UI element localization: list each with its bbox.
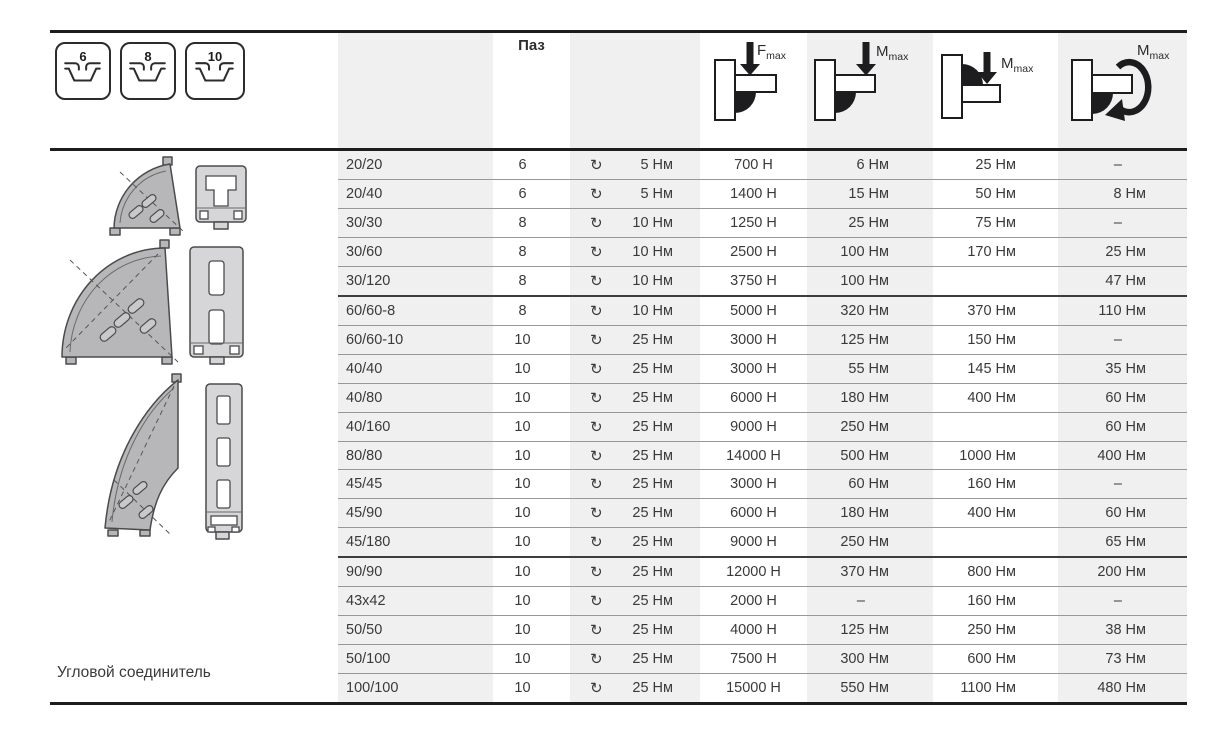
corner-connector-drawings bbox=[50, 150, 338, 570]
groove-size-label: 8 bbox=[144, 49, 152, 64]
cell-fmax: 700 Н bbox=[734, 156, 773, 173]
cell-m3: 47 Нм bbox=[1058, 267, 1187, 295]
torque-value: 5 Нм bbox=[640, 185, 673, 202]
cell-size: 40/40 bbox=[338, 355, 493, 383]
cell-fmax: 12000 Н bbox=[726, 564, 781, 581]
cell-m3: 110 Нм bbox=[1058, 297, 1187, 325]
torque-value: 25 Нм bbox=[632, 564, 673, 581]
cell-groove: 10 bbox=[514, 331, 531, 348]
cell-torque bbox=[570, 528, 700, 556]
table-row bbox=[338, 179, 1187, 208]
cell-size: 45/45 bbox=[338, 470, 493, 498]
cell-m2: 145 Нм bbox=[967, 360, 1016, 377]
torque-value: 25 Нм bbox=[632, 651, 673, 668]
cell-m1: 500 Нм bbox=[807, 442, 933, 470]
cell-m2: 160 Нм bbox=[967, 593, 1016, 610]
cell-torque bbox=[570, 616, 700, 644]
mmax-label-2 bbox=[1001, 55, 1033, 75]
table-row bbox=[338, 354, 1187, 383]
cell-torque bbox=[570, 180, 700, 208]
cell-fmax: 1400 Н bbox=[730, 185, 777, 202]
cell-size: 60/60-8 bbox=[338, 297, 493, 325]
cell-fmax: 6000 Н bbox=[730, 389, 777, 406]
cell-fmax: 9000 Н bbox=[730, 534, 777, 551]
cell-torque bbox=[570, 238, 700, 266]
cell-groove: 10 bbox=[514, 418, 531, 435]
torque-rotation-icon: ↻ bbox=[590, 592, 603, 611]
torque-rotation-icon: ↻ bbox=[590, 213, 603, 232]
cell-m3: 60 Нм bbox=[1058, 384, 1187, 412]
moment-sub: max bbox=[888, 51, 909, 63]
table-row bbox=[338, 325, 1187, 354]
cell-m1: 100 Нм bbox=[807, 238, 933, 266]
cell-size: 80/80 bbox=[338, 442, 493, 470]
cell-groove: 10 bbox=[514, 360, 531, 377]
groove-profile-10-icon bbox=[185, 42, 245, 100]
cell-groove: 10 bbox=[514, 680, 531, 697]
torque-value: 25 Нм bbox=[632, 447, 673, 464]
cell-m1: 55 Нм bbox=[807, 355, 933, 383]
cell-torque bbox=[570, 470, 700, 498]
cell-size: 50/100 bbox=[338, 645, 493, 673]
moment-sub: max bbox=[1149, 50, 1170, 62]
cell-groove: 8 bbox=[518, 243, 527, 260]
product-name-label: Угловой соединитель bbox=[57, 664, 211, 681]
cell-fmax: 3000 Н bbox=[730, 360, 777, 377]
cell-m1: 320 Нм bbox=[807, 297, 933, 325]
cell-m1: 550 Нм bbox=[807, 674, 933, 702]
cell-m3: 25 Нм bbox=[1058, 238, 1187, 266]
cell-m2: 75 Нм bbox=[975, 214, 1016, 231]
cell-groove: 10 bbox=[514, 593, 531, 610]
cell-m1: 180 Нм bbox=[807, 499, 933, 527]
torque-value: 10 Нм bbox=[632, 302, 673, 319]
cell-groove: 10 bbox=[514, 534, 531, 551]
force-symbol: F bbox=[757, 42, 767, 59]
cell-m3: 8 Нм bbox=[1058, 180, 1187, 208]
cell-fmax: 2500 Н bbox=[730, 243, 777, 260]
cell-m3: – bbox=[1058, 151, 1187, 179]
cell-m2: 160 Нм bbox=[967, 476, 1016, 493]
table-row bbox=[338, 266, 1187, 295]
torque-value: 25 Нм bbox=[632, 418, 673, 435]
table-row bbox=[338, 615, 1187, 644]
cell-m3: 38 Нм bbox=[1058, 616, 1187, 644]
mmax-bending-load-icon bbox=[807, 33, 933, 148]
cell-fmax: 15000 Н bbox=[726, 680, 781, 697]
cell-fmax: 3750 Н bbox=[730, 272, 777, 289]
cell-size: 45/90 bbox=[338, 499, 493, 527]
cell-size: 40/80 bbox=[338, 384, 493, 412]
product-drawing-small bbox=[110, 157, 246, 235]
cell-m2: 800 Нм bbox=[967, 564, 1016, 581]
mmax-top-load-icon bbox=[933, 33, 1058, 148]
cell-groove: 10 bbox=[514, 447, 531, 464]
cell-m1: 6 Нм bbox=[807, 151, 933, 179]
cell-m2: 170 Нм bbox=[967, 243, 1016, 260]
cell-m1: 125 Нм bbox=[807, 326, 933, 354]
fmax-label bbox=[757, 42, 786, 62]
table-row bbox=[338, 295, 1187, 325]
torque-value: 25 Нм bbox=[632, 534, 673, 551]
torque-value: 10 Нм bbox=[632, 214, 673, 231]
cell-size: 50/50 bbox=[338, 616, 493, 644]
cell-groove: 10 bbox=[514, 564, 531, 581]
torque-rotation-icon: ↻ bbox=[590, 271, 603, 290]
torque-rotation-icon: ↻ bbox=[590, 301, 603, 320]
header-shade-size bbox=[338, 33, 493, 148]
cell-m2 bbox=[933, 267, 1058, 295]
cell-m3: 35 Нм bbox=[1058, 355, 1187, 383]
cell-torque bbox=[570, 645, 700, 673]
cell-groove: 6 bbox=[518, 156, 527, 173]
cell-m2 bbox=[933, 413, 1058, 441]
moment-symbol: M bbox=[1137, 42, 1150, 59]
torque-value: 25 Нм bbox=[632, 331, 673, 348]
cell-torque bbox=[570, 326, 700, 354]
cell-m3: 400 Нм bbox=[1058, 442, 1187, 470]
table-row bbox=[338, 527, 1187, 556]
torque-rotation-icon: ↻ bbox=[590, 155, 603, 174]
cell-groove: 10 bbox=[514, 505, 531, 522]
cell-m1: 250 Нм bbox=[807, 528, 933, 556]
cell-torque bbox=[570, 209, 700, 237]
cell-m3: – bbox=[1058, 326, 1187, 354]
table-row bbox=[338, 586, 1187, 615]
cell-fmax: 3000 Н bbox=[730, 476, 777, 493]
cell-fmax: 4000 Н bbox=[730, 622, 777, 639]
table-row bbox=[338, 644, 1187, 673]
groove-size-label: 6 bbox=[79, 49, 87, 64]
cell-size: 43x42 bbox=[338, 587, 493, 615]
cell-torque bbox=[570, 587, 700, 615]
torque-rotation-icon: ↻ bbox=[590, 475, 603, 494]
torque-rotation-icon: ↻ bbox=[590, 359, 603, 378]
cell-groove: 8 bbox=[518, 302, 527, 319]
cell-size: 30/30 bbox=[338, 209, 493, 237]
cell-torque bbox=[570, 384, 700, 412]
table-row bbox=[338, 673, 1187, 702]
cell-m3: 480 Нм bbox=[1058, 674, 1187, 702]
cell-fmax: 6000 Н bbox=[730, 505, 777, 522]
torque-rotation-icon: ↻ bbox=[590, 446, 603, 465]
header-shade-torque bbox=[570, 33, 700, 148]
cell-torque bbox=[570, 297, 700, 325]
groove-profile-6-icon bbox=[55, 42, 111, 100]
cell-m1: – bbox=[807, 587, 933, 615]
cell-m2: 600 Нм bbox=[967, 651, 1016, 668]
torque-rotation-icon: ↻ bbox=[590, 330, 603, 349]
torque-rotation-icon: ↻ bbox=[590, 533, 603, 552]
torque-rotation-icon: ↻ bbox=[590, 417, 603, 436]
cell-m1: 15 Нм bbox=[807, 180, 933, 208]
torque-rotation-icon: ↻ bbox=[590, 621, 603, 640]
table-row bbox=[338, 556, 1187, 586]
cell-m2: 1000 Нм bbox=[959, 447, 1016, 464]
cell-m2: 1100 Нм bbox=[960, 680, 1016, 697]
cell-size: 20/40 bbox=[338, 180, 493, 208]
cell-groove: 6 bbox=[518, 185, 527, 202]
cell-m1: 180 Нм bbox=[807, 384, 933, 412]
cell-torque bbox=[570, 674, 700, 702]
cell-m3: – bbox=[1058, 587, 1187, 615]
torque-value: 25 Нм bbox=[632, 680, 673, 697]
moment-sub: max bbox=[1013, 63, 1034, 75]
cell-m2: 50 Нм bbox=[975, 185, 1016, 202]
cell-m3: 65 Нм bbox=[1058, 528, 1187, 556]
table-row bbox=[338, 208, 1187, 237]
groove-column-header: Паз bbox=[518, 37, 545, 54]
torque-value: 5 Нм bbox=[640, 156, 673, 173]
table-row bbox=[338, 151, 1187, 179]
cell-torque bbox=[570, 499, 700, 527]
moment-symbol: M bbox=[876, 43, 889, 60]
cell-m2: 150 Нм bbox=[967, 331, 1016, 348]
force-sub: max bbox=[766, 50, 787, 62]
cell-groove: 8 bbox=[518, 214, 527, 231]
cell-m1: 250 Нм bbox=[807, 413, 933, 441]
cell-m2 bbox=[933, 528, 1058, 556]
cell-fmax: 9000 Н bbox=[730, 418, 777, 435]
table-row bbox=[338, 383, 1187, 412]
cell-torque bbox=[570, 151, 700, 179]
cell-m1: 300 Нм bbox=[807, 645, 933, 673]
torque-value: 25 Нм bbox=[632, 360, 673, 377]
torque-value: 25 Нм bbox=[632, 476, 673, 493]
cell-m2: 370 Нм bbox=[967, 302, 1016, 319]
cell-fmax: 3000 Н bbox=[730, 331, 777, 348]
table-row bbox=[338, 412, 1187, 441]
cell-groove: 10 bbox=[514, 622, 531, 639]
cell-m1: 25 Нм bbox=[807, 209, 933, 237]
torque-rotation-icon: ↻ bbox=[590, 563, 603, 582]
cell-m1: 370 Нм bbox=[807, 558, 933, 586]
cell-size: 90/90 bbox=[338, 558, 493, 586]
cell-fmax: 2000 Н bbox=[730, 593, 777, 610]
cell-size: 30/120 bbox=[338, 267, 493, 295]
cell-m3: 73 Нм bbox=[1058, 645, 1187, 673]
cell-size: 45/180 bbox=[338, 528, 493, 556]
fmax-load-icon bbox=[700, 33, 807, 148]
torque-rotation-icon: ↻ bbox=[590, 184, 603, 203]
cell-m1: 60 Нм bbox=[807, 470, 933, 498]
torque-rotation-icon: ↻ bbox=[590, 650, 603, 669]
spec-table-body bbox=[338, 151, 1187, 702]
cell-m3: 200 Нм bbox=[1058, 558, 1187, 586]
table-row bbox=[338, 469, 1187, 498]
cell-torque bbox=[570, 355, 700, 383]
cell-fmax: 1250 Н bbox=[730, 214, 777, 231]
cell-m2: 400 Нм bbox=[967, 505, 1016, 522]
product-drawing-medium bbox=[62, 240, 243, 364]
cell-size: 60/60-10 bbox=[338, 326, 493, 354]
cell-size: 30/60 bbox=[338, 238, 493, 266]
cell-m2: 25 Нм bbox=[975, 156, 1016, 173]
cell-torque bbox=[570, 558, 700, 586]
cell-torque bbox=[570, 442, 700, 470]
table-row bbox=[338, 237, 1187, 266]
table-row bbox=[338, 441, 1187, 470]
torque-value: 25 Нм bbox=[632, 505, 673, 522]
groove-size-label: 10 bbox=[207, 49, 223, 64]
cell-size: 100/100 bbox=[338, 674, 493, 702]
torque-value: 25 Нм bbox=[632, 593, 673, 610]
cell-fmax: 14000 Н bbox=[726, 447, 781, 464]
cell-m2: 400 Нм bbox=[967, 389, 1016, 406]
cell-groove: 10 bbox=[514, 389, 531, 406]
torque-rotation-icon: ↻ bbox=[590, 679, 603, 698]
torque-rotation-icon: ↻ bbox=[590, 388, 603, 407]
moment-symbol: M bbox=[1001, 55, 1014, 72]
cell-size: 20/20 bbox=[338, 151, 493, 179]
cell-m3: 60 Нм bbox=[1058, 413, 1187, 441]
cell-groove: 8 bbox=[518, 272, 527, 289]
torque-rotation-icon: ↻ bbox=[590, 242, 603, 261]
product-drawing-tall bbox=[105, 374, 242, 539]
cell-fmax: 5000 Н bbox=[730, 302, 777, 319]
cell-groove: 10 bbox=[514, 651, 531, 668]
cell-m3: – bbox=[1058, 209, 1187, 237]
groove-profile-8-icon bbox=[120, 42, 176, 100]
cell-torque bbox=[570, 267, 700, 295]
cell-size: 40/160 bbox=[338, 413, 493, 441]
mmax-label-3 bbox=[1137, 42, 1169, 62]
torque-value: 10 Нм bbox=[632, 272, 673, 289]
cell-fmax: 7500 Н bbox=[730, 651, 777, 668]
mmax-label-1 bbox=[876, 43, 908, 63]
cell-m2: 250 Нм bbox=[967, 622, 1016, 639]
torque-value: 10 Нм bbox=[632, 243, 673, 260]
table-row bbox=[338, 498, 1187, 527]
torque-value: 25 Нм bbox=[632, 389, 673, 406]
cell-m1: 100 Нм bbox=[807, 267, 933, 295]
cell-torque bbox=[570, 413, 700, 441]
torque-rotation-icon: ↻ bbox=[590, 504, 603, 523]
cell-groove: 10 bbox=[514, 476, 531, 493]
torque-value: 25 Нм bbox=[632, 622, 673, 639]
cell-m1: 125 Нм bbox=[807, 616, 933, 644]
cell-m3: 60 Нм bbox=[1058, 499, 1187, 527]
table-bottom-rule bbox=[50, 702, 1187, 705]
cell-m3: – bbox=[1058, 470, 1187, 498]
